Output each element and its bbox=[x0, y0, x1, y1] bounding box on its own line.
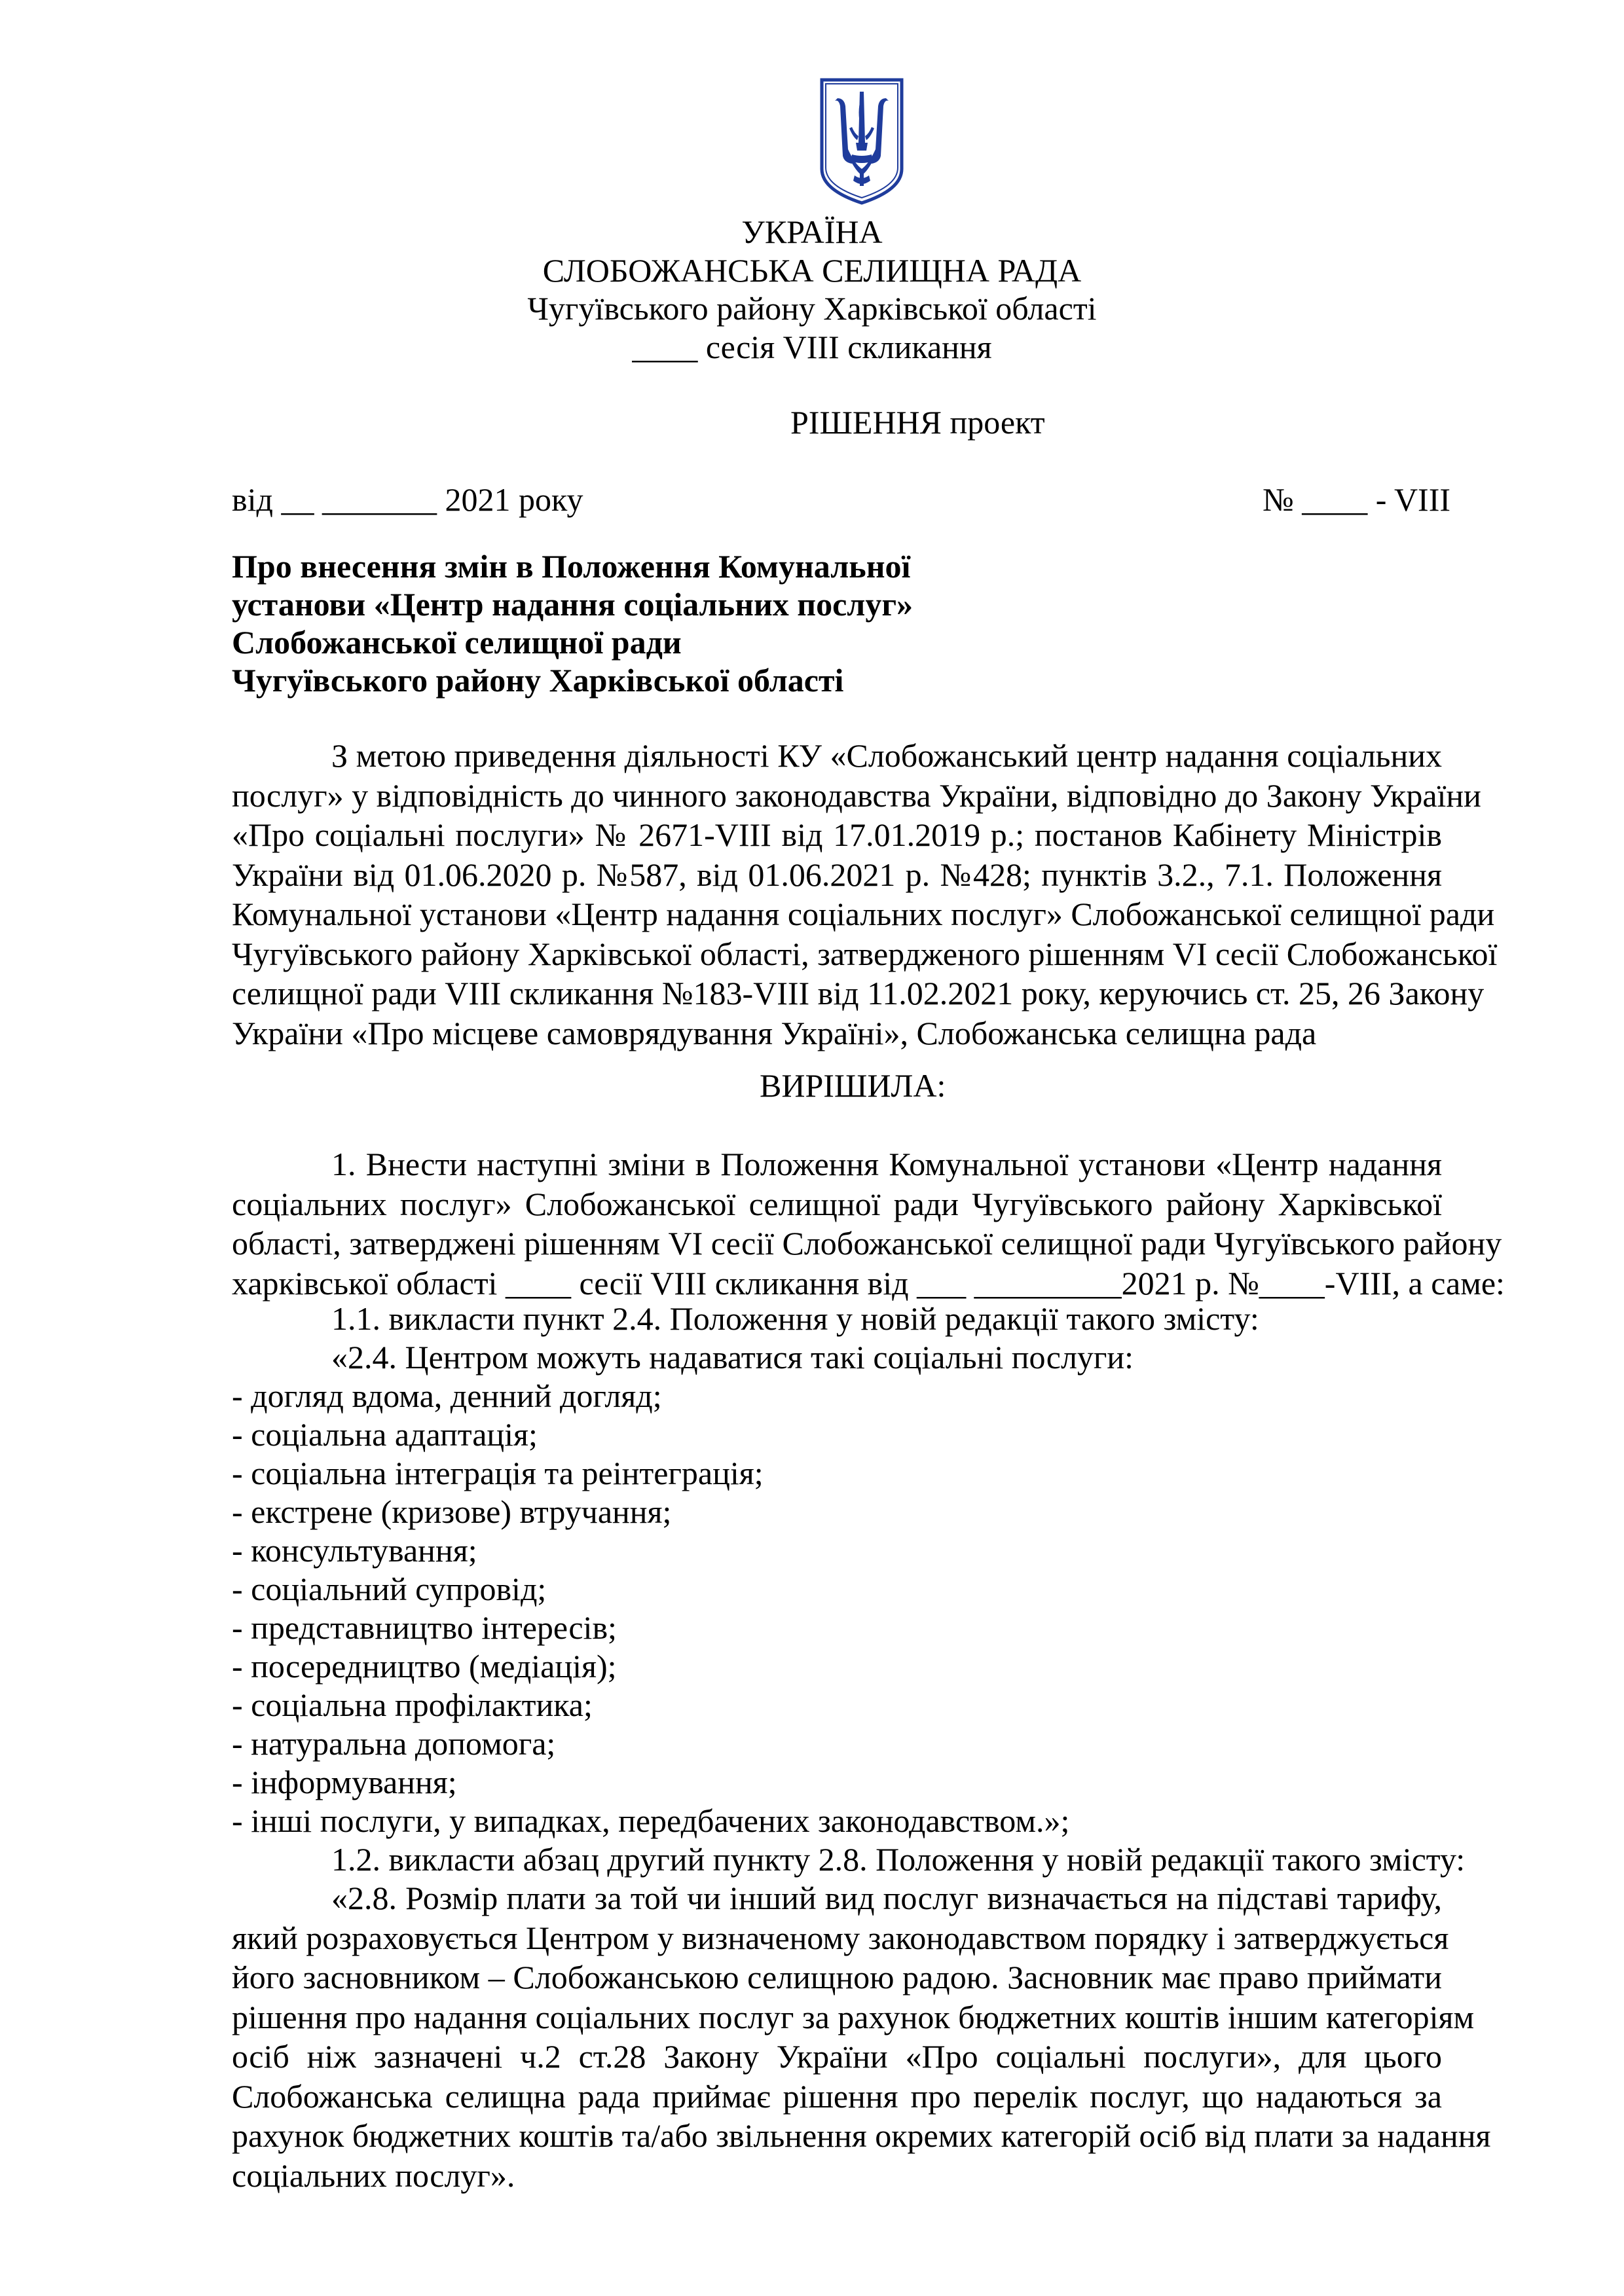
item-2-8-line: який розраховується Центром у визначеному законодавством порядку і затверджується bbox=[232, 1919, 1449, 1956]
item-1-line: харківської області ____ сесії VIII скликання від ___ _________2021 р. №____-VIII, а саме: bbox=[232, 1264, 1505, 1302]
number-line: № ____ - VIII bbox=[1263, 481, 1451, 518]
service-item: - соціальна інтеграція та реінтеграція; bbox=[232, 1455, 764, 1491]
item-2-8-line: Слобожанська селищна рада приймає рішення про перелік послуг, що надаються за bbox=[232, 2077, 1442, 2115]
item-2-8-line: його засновником – Слобожанською селищною радою. Засновник має право приймати bbox=[232, 1959, 1442, 1995]
item-2-8-line: рішення про надання соціальних послуг за рахунок бюджетних коштів іншим категоріям bbox=[232, 1998, 1475, 2035]
preamble-line: Комунальної установи «Центр надання соціальних послуг» Слобожанської селищної ради bbox=[232, 896, 1495, 932]
service-item: - посередництво (медіація); bbox=[232, 1648, 617, 1685]
service-item: - екстрене (кризове) втручання; bbox=[232, 1493, 672, 1530]
date-line: від __ _______ 2021 року bbox=[232, 481, 583, 518]
header-country: УКРАЇНА bbox=[741, 213, 883, 250]
service-item: - соціальна профілактика; bbox=[232, 1686, 593, 1723]
preamble-line: селищної ради VIII скликання №183-VIII від 11.02.2021 року, керуючись ст. 25, 26 Закону bbox=[232, 975, 1485, 1011]
preamble-line: послуг» у відповідність до чинного законодавства України, відповідно до Закону України bbox=[232, 776, 1481, 814]
service-item: - консультування; bbox=[232, 1532, 477, 1569]
item-1-1: 1.1. викласти пункт 2.4. Положення у новій редакції такого змісту: bbox=[331, 1300, 1259, 1337]
item-2-8-line: «2.8. Розмір плати за той чи інший вид послуг визначається на підставі тарифу, bbox=[331, 1880, 1442, 1916]
service-item: - соціальний супровід; bbox=[232, 1571, 547, 1607]
service-item: - інші послуги, у випадках, передбачених законодавством.»; bbox=[232, 1802, 1070, 1839]
subject-line: установи «Центр надання соціальних послуг» bbox=[232, 586, 913, 623]
service-item: - представництво інтересів; bbox=[232, 1609, 617, 1646]
preamble-line: України «Про місцеве самоврядування Україні», Слобожанська селищна рада bbox=[232, 1014, 1317, 1051]
item-1-2: 1.2. викласти абзац другий пункту 2.8. Положення у новій редакції такого змісту: bbox=[331, 1841, 1466, 1878]
resolved-heading: ВИРІШИЛА: bbox=[760, 1067, 946, 1104]
service-item: - догляд вдома, денний догляд; bbox=[232, 1377, 662, 1414]
item-2-8-line: рахунок бюджетних коштів та/або звільнення окремих категорій осіб від плати за надання bbox=[232, 2117, 1491, 2154]
item-2-8-line: соціальних послуг». bbox=[232, 2157, 515, 2194]
coat-of-arms-icon bbox=[819, 77, 904, 206]
preamble-line: З метою приведення діяльності КУ «Слобожанський центр надання соціальних bbox=[331, 737, 1442, 774]
header-district: Чугуївського району Харківської області bbox=[527, 290, 1097, 327]
subject-line: Слобожанської селищної ради bbox=[232, 624, 682, 661]
decision-title: РІШЕННЯ проект bbox=[790, 404, 1045, 441]
preamble bbox=[232, 736, 1498, 1053]
preamble-line: «Про соціальні послуги» № 2671-VIII від 17.01.2019 р.; постанов Кабінету Міністрів bbox=[232, 816, 1442, 853]
item-1-line: області, затверджені рішенням VI сесії Слобожанської селищної ради Чугуївського району bbox=[232, 1225, 1502, 1262]
preamble-line: України від 01.06.2020 р. №587, від 01.06.2021 р. №428; пунктів 3.2., 7.1. Положення bbox=[232, 856, 1442, 893]
subject-line: Про внесення змін в Положення Комунальної bbox=[232, 548, 911, 585]
subject-line: Чугуївського району Харківської області bbox=[232, 662, 844, 699]
item-2-4-intro: «2.4. Центром можуть надаватися такі соціальні послуги: bbox=[331, 1339, 1134, 1376]
header-session: ____ сесія VIII скликання bbox=[632, 329, 992, 365]
item-1-line: соціальних послуг» Слобожанської селищної ради Чугуївського району Харківської bbox=[232, 1185, 1442, 1222]
header-council: СЛОБОЖАНСЬКА СЕЛИЩНА РАДА bbox=[542, 252, 1082, 289]
item-1 bbox=[232, 1144, 1505, 1303]
service-item: - натуральна допомога; bbox=[232, 1725, 556, 1762]
item-2-8 bbox=[232, 1878, 1491, 2195]
item-2-8-line: осіб ніж зазначені ч.2 ст.28 Закону України «Про соціальні послуги», для цього bbox=[232, 2038, 1442, 2075]
item-1-line: 1. Внести наступні зміни в Положення Комунальної установи «Центр надання bbox=[331, 1146, 1442, 1182]
preamble-line: Чугуївського району Харківської області, затвердженого рішенням VI сесії Слобожанської bbox=[232, 935, 1498, 972]
service-item: - інформування; bbox=[232, 1764, 457, 1800]
service-item: - соціальна адаптація; bbox=[232, 1416, 538, 1453]
